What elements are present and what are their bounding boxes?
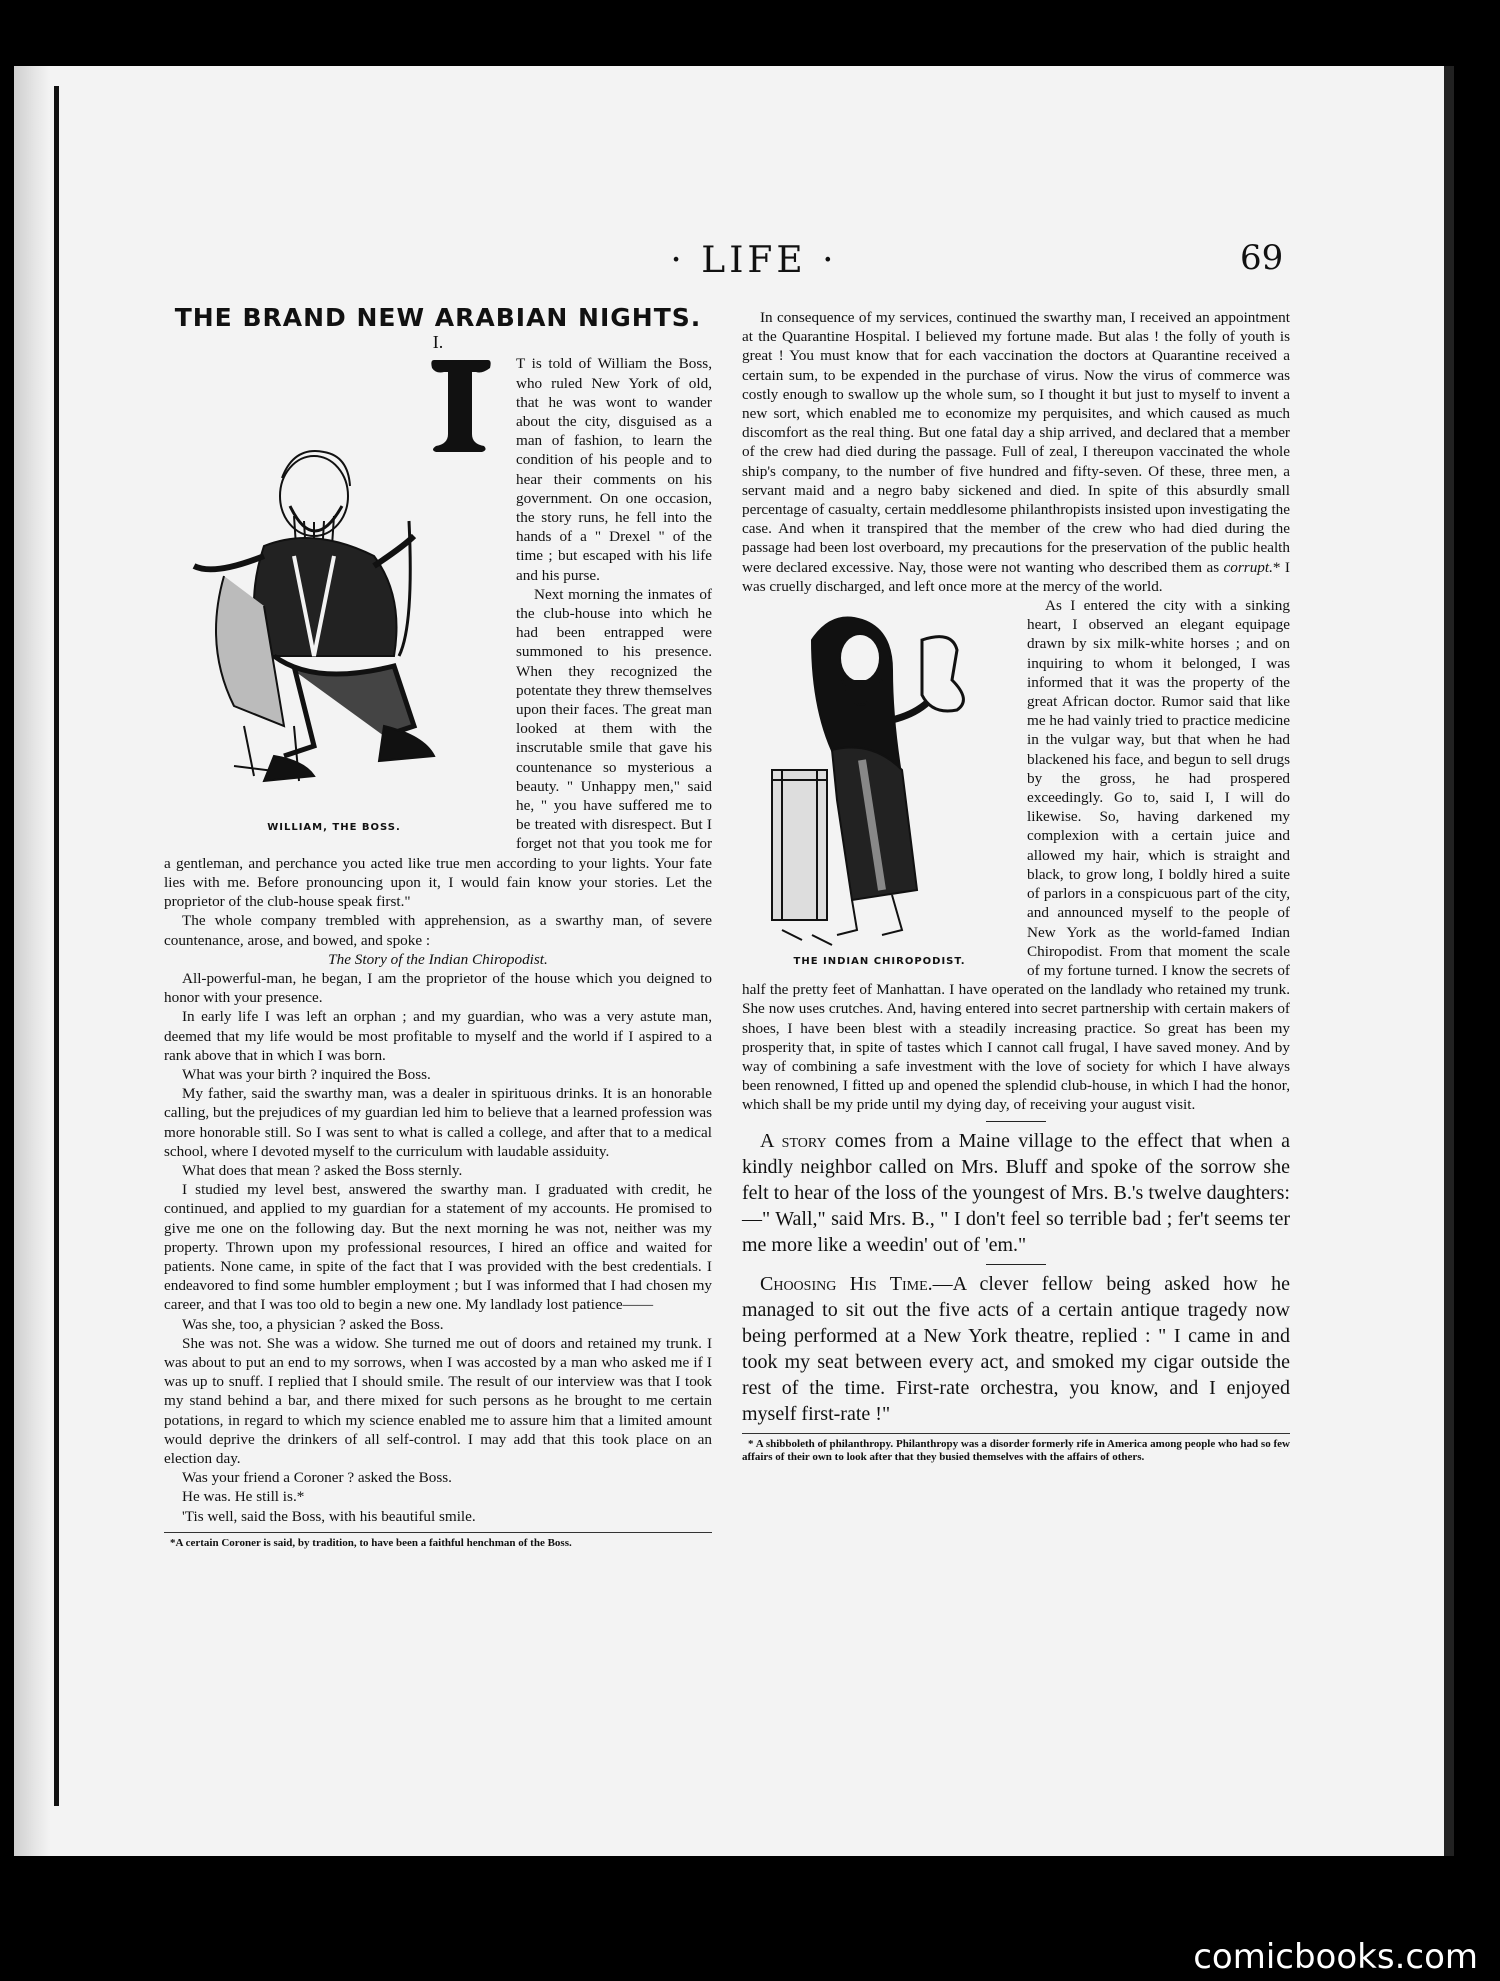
page-number: 69 [1240, 238, 1284, 278]
paragraph: My father, said the swarthy man, was a dealer in spirituous drinks. It is an honorable calling, but the prejudices of my guardian led him to believe that a learned profession was more honorable still. So I was sent to what is called a college, and after that to a medical school, where I devoted myself to the curriculum with laudable assiduity. [164, 1085, 712, 1160]
footnote: *A certain Coroner is said, by tradition, to have been a faithful henchman of the Boss. [170, 1536, 572, 1549]
divider [986, 1121, 1046, 1122]
watermark: comicbooks.com [1193, 1937, 1478, 1977]
right-page-edge [1444, 66, 1454, 1856]
boss-illustration [164, 426, 504, 816]
magazine-page [14, 66, 1454, 1856]
binding-edge [54, 86, 59, 1806]
footnote: * A shibboleth of philanthropy. Philanthropy was a disorder formerly rife in America among people who had so few affairs of their own to look after that they busied themselves with the affairs of others. [742, 1437, 1290, 1463]
anecdote-choosing-time: Choosing His Time.—A clever fellow being asked how he managed to sit out the five acts of a certain antique tragedy now being performed at a New York theatre, replied : " I came in and took my seat between every act, and smoked my cigar outside the rest of the time. First-rate orchestra, you know, and I enjoyed myself first-rate !" [742, 1272, 1290, 1425]
page-gutter [14, 66, 50, 1856]
paragraph: T is told of William the Boss, who ruled New York of old, that he was wont to wander about the city, disguised as a man of fashion, to learn the condition of his people and to hear their comments on his government. On one occasion, the story runs, he fell into the hands of a " Drexel " of the time ; but escaped with his life and his purse. [516, 355, 712, 584]
paragraph: As I entered the city with a sinking heart, I observed an elegant equipage drawn by six milk-white horses ; and on inquiring to whom it belonged, I was informed that it was the property of the great African doctor. Rumor said that like me he had vainly tried to practice medicine in the vulgar way, but that when he had blackened his face, and begun to sell drugs by the gross, he had prospered exceedingly. Go to, said I, I will do likewise. So, having darkened my complexion with a certain juice and allowed my hair, which is straight and black, to grow long, I boldly hired a suite of parlors in a conspicuous part of the city, and announced myself to the people of New York as the world-famed Indian Chiropodist. From that moment the scale of my fortune turned. I know the secrets of half the pretty feet of Manhattan. I have operated on the landlady who retained my trunk. She now uses crutches. And, having entered into secret partnership with certain makers of shoes, I have been blest with a steadily increasing practice. So great has been my prosperity that, in spite of tastes which I cannot call frugal, I have saved money. And by way of combining a safe investment with the love of society for which I have always been renowned, I fitted up and opened the splendid club-house, in which I had the honor, which shall be my pride until my dying day, of receiving your august visit. [742, 597, 1290, 1114]
lead-in: A story [760, 1129, 827, 1152]
figure-william-the-boss [164, 354, 504, 839]
emphasis: corrupt. [1223, 558, 1273, 576]
story-title: The Story of the Indian Chiropodist. [328, 950, 548, 968]
paragraph: Next morning the inmates of the club-house into which he had been entrapped were summoned to his presence. When they recognized the potentate they threw themselves upon their faces. The great man looked at them with the inscrutable smile that gave his countenance so mysterious a beauty. " Unhappy men," said he, " you have suffered me to be treated with disrespect. But I forget not that you took me for a gentleman, and perchance you acted like true men according to your lights. Your fate lies with me. Before pronouncing upon it, I would fain know your stories. Let the proprietor of the club-house speak first." [164, 585, 712, 911]
paragraph: In early life I was left an orphan ; and my guardian, who was a very astute man, deemed that my life would be most profitable to myself and the world if I aspired to a rank above that in which I was born. [164, 1008, 712, 1064]
paragraph: All-powerful-man, he began, I am the proprietor of the house which you deigned to honor with your presence. [164, 969, 712, 1007]
article-title: THE BRAND NEW ARABIAN NIGHTS. [174, 303, 702, 332]
paragraph: I studied my level best, answered the swarthy man. I graduated with credit, he continued, and applied to my guardian for a statement of my accounts. He promised to give me one on the following day. But the next morning he was not, neither was my property. Thrown upon my professional resources, I hired an office and waited for patients. None came, in spite of the fact that I was provided with the best credentials. I endeavored to find some humbler employment ; but I was informed that I had chosen my career, and that I was too old to begin a new one. My landlady lost patience—— [164, 1181, 712, 1314]
anecdote-maine: A story comes from a Maine village to the effect that when a kindly neighbor called on Mrs. Bluff and spoke of the sorrow she felt to hear of the loss of the youngest of Mrs. B.'s twelve daughters:—" Wall," said Mrs. B., " I don't feel so terrible bad ; fer't seems ter me more like a weedin' out of 'em." [742, 1129, 1290, 1256]
paragraph: Was your friend a Coroner ? asked the Boss. [182, 1469, 452, 1487]
paragraph: Was she, too, a physician ? asked the Boss. [182, 1315, 444, 1333]
paragraph: She was not. She was a widow. She turned me out of doors and retained my trunk. I was about to put an end to my sorrows, when I was accosted by a man who asked me if I was up to snuff. I replied that I should smile. The result of our interview was that I took my stand behind a bar, and there mixed for such persons as he brought to me certain potations, in regard to which my science enabled me to assure him that a limited amount would deprive the drinkers of all self-control. I may add that this took place on an election day. [164, 1334, 712, 1467]
masthead: · LIFE · [670, 240, 838, 281]
paragraph: The whole company trembled with apprehension, as a swarthy man, of severe countenance, arose, and bowed, and spoke : [164, 912, 712, 949]
chiropodist-illustration [742, 600, 1017, 950]
divider [986, 1264, 1046, 1265]
figure-indian-chiropodist [742, 600, 1017, 970]
column-right [742, 308, 1290, 1464]
column-left [164, 303, 712, 1550]
paragraph: He was. He still is.* [182, 1488, 305, 1506]
paragraph: In consequence of my services, continued the swarthy man, I received an appointment at the Quarantine Hospital. I believed my fortune made. But alas ! the folly of youth is great ! You must know that for each vaccination the doctors at Quarantine received a certain sum, to be expended in the purchase of virus. Now the virus of commerce was costly enough to swallow up the whole sum, so I thought it but just to myself to invent a new sort, which enabled me to economize my perquisites, and which caused as much discomfort as the real thing. But one fatal day a ship arrived, and declared that a member of the crew had died during the passage. Full of zeal, I thereupon vaccinated the whole ship's company, to the number of five hundred and fifty-seven. Of these, three men, a servant maid and a negro baby sickened and died. In spite of this absurdly small percentage of casualty, certain meddlesome philanthropists insisted upon investigating the case. And when it transpired that the member of the crew who had died during the passage had been lost overboard, my precautions for the preservation of the public health were declared excessive. Nay, those were not wanting who described them as corrupt.* I was cruelly discharged, and left once more at the mercy of the world. [742, 309, 1290, 595]
paragraph: 'Tis well, said the Boss, with his beautiful smile. [182, 1507, 476, 1525]
paragraph: What was your birth ? inquired the Boss. [182, 1065, 431, 1083]
drop-cap-text: I [426, 356, 427, 358]
figure-caption-chiropodist: THE INDIAN CHIROPODIST. [793, 956, 966, 968]
figure-caption-boss: WILLIAM, THE BOSS. [267, 822, 401, 834]
part-number: I. [432, 332, 444, 353]
lead-in: Choosing His Time. [760, 1272, 933, 1295]
paragraph: What does that mean ? asked the Boss sternly. [182, 1161, 463, 1179]
